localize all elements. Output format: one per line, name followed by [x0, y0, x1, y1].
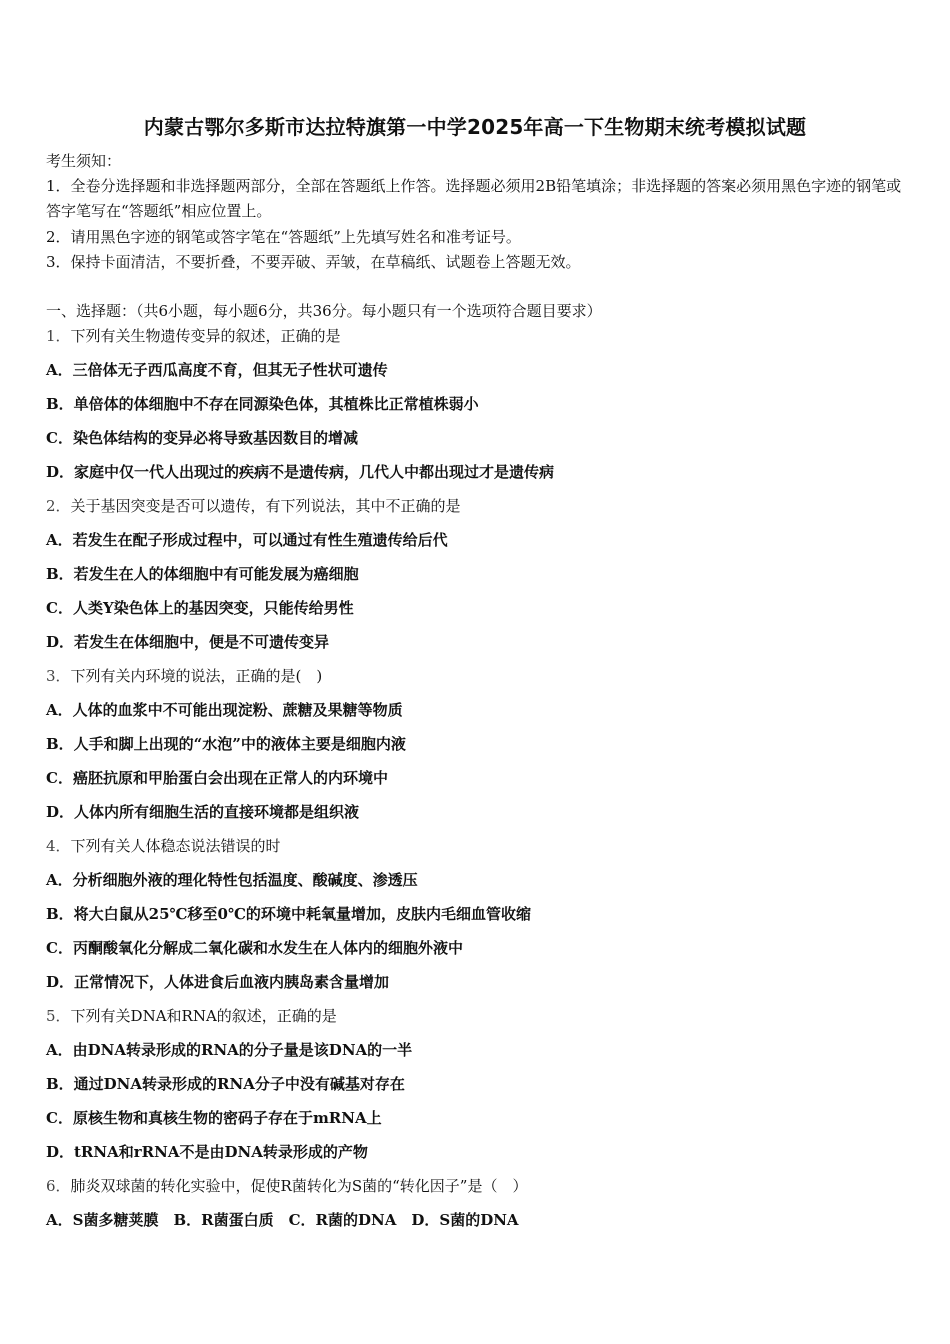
question-stem: 关于基因突变是否可以遗传，有下列说法，其中不正确的是 [70, 497, 461, 515]
question-5-option-a: A．由DNA转录形成的RNA的分子量是该DNA的一半 [46, 1041, 413, 1059]
question-3-option-a: A．人体的血浆中不可能出现淀粉、蔗糖及果糖等物质 [46, 701, 403, 719]
question-4-option-a: A．分析细胞外液的理化特性包括温度、酸碱度、渗透压 [46, 871, 418, 889]
question-stem: 下列有关人体稳态说法错误的时 [70, 837, 281, 855]
question-number: 5． [46, 1007, 71, 1025]
question-2-option-b: B．若发生在人的体细胞中有可能发展为癌细胞 [46, 565, 359, 583]
section-heading: 一、选择题：（共6小题，每小题6分，共36分。每小题只有一个选项符合题目要求） [46, 302, 602, 320]
notice-item-3: 3．保持卡面清洁，不要折叠，不要弄破、弄皱，在草稿纸、试题卷上答题无效。 [46, 253, 581, 271]
question-6-options: A．S菌多糖荚膜 B．R菌蛋白质 C．R菌的DNA D．S菌的DNA [46, 1211, 519, 1229]
question-number: 2． [46, 497, 71, 515]
question-1-option-a: A．三倍体无子西瓜高度不育，但其无子性状可遗传 [46, 361, 388, 379]
question-4-option-d: D．正常情况下，人体进食后血液内胰岛素含量增加 [46, 973, 390, 991]
question-4-option-c: C．丙酮酸氧化分解成二氧化碳和水发生在人体内的细胞外液中 [46, 939, 463, 957]
question-1 [46, 327, 341, 345]
question-3-option-d: D．人体内所有细胞生活的直接环境都是组织液 [46, 803, 360, 821]
question-1-option-b: B．单倍体的体细胞中不存在同源染色体，其植株比正常植株弱小 [46, 395, 479, 413]
question-number: 3． [46, 667, 71, 685]
question-stem: 下列有关生物遗传变异的叙述，正确的是 [70, 327, 341, 345]
question-3-option-c: C．癌胚抗原和甲胎蛋白会出现在正常人的内环境中 [46, 769, 388, 787]
question-number: 1． [46, 327, 71, 345]
question-1-option-c: C．染色体结构的变异必将导致基因数目的增减 [46, 429, 358, 447]
question-5 [46, 1007, 337, 1025]
question-stem: 下列有关内环境的说法，正确的是( ) [70, 667, 323, 685]
question-stem: 下列有关DNA和RNA的叙述，正确的是 [70, 1007, 337, 1025]
question-6 [46, 1177, 527, 1195]
notice-item-2: 2．请用黑色字迹的钢笔或答字笔在“答题纸”上先填写姓名和准考证号。 [46, 228, 521, 246]
question-2-option-d: D．若发生在体细胞中，便是不可遗传变异 [46, 633, 330, 651]
question-stem: 肺炎双球菌的转化实验中，促使R菌转化为S菌的“转化因子”是（ ） [70, 1177, 528, 1195]
notice-heading: 考生须知： [46, 152, 122, 170]
question-5-option-d: D．tRNA和rRNA不是由DNA转录形成的产物 [46, 1143, 368, 1161]
question-number: 6． [46, 1177, 71, 1195]
question-4-option-b: B．将大白鼠从25℃移至0℃的环境中耗氧量增加，皮肤内毛细血管收缩 [46, 905, 531, 923]
question-2-option-a: A．若发生在配子形成过程中，可以通过有性生殖遗传给后代 [46, 531, 448, 549]
question-3 [46, 667, 322, 685]
page-title: 内蒙古鄂尔多斯市达拉特旗第一中学2025年高一下生物期末统考模拟试题 [143, 115, 807, 139]
question-1-option-d: D．家庭中仅一代人出现过的疾病不是遗传病，几代人中都出现过才是遗传病 [46, 463, 555, 481]
question-4 [46, 837, 281, 855]
question-2-option-c: C．人类Y染色体上的基因突变，只能传给男性 [46, 599, 354, 617]
question-2 [46, 497, 461, 515]
question-5-option-c: C．原核生物和真核生物的密码子存在于mRNA上 [46, 1109, 382, 1127]
question-3-option-b: B．人手和脚上出现的“水泡”中的液体主要是细胞内液 [46, 735, 406, 753]
notice-item-1: 1．全卷分选择题和非选择题两部分，全部在答题纸上作答。选择题必须用2B铅笔填涂；非选择题的答案必须用黑色字迹的钢笔或答字笔写在“答题纸”相应位置上。 [46, 177, 902, 220]
question-5-option-b: B．通过DNA转录形成的RNA分子中没有碱基对存在 [46, 1075, 405, 1093]
question-number: 4． [46, 837, 71, 855]
